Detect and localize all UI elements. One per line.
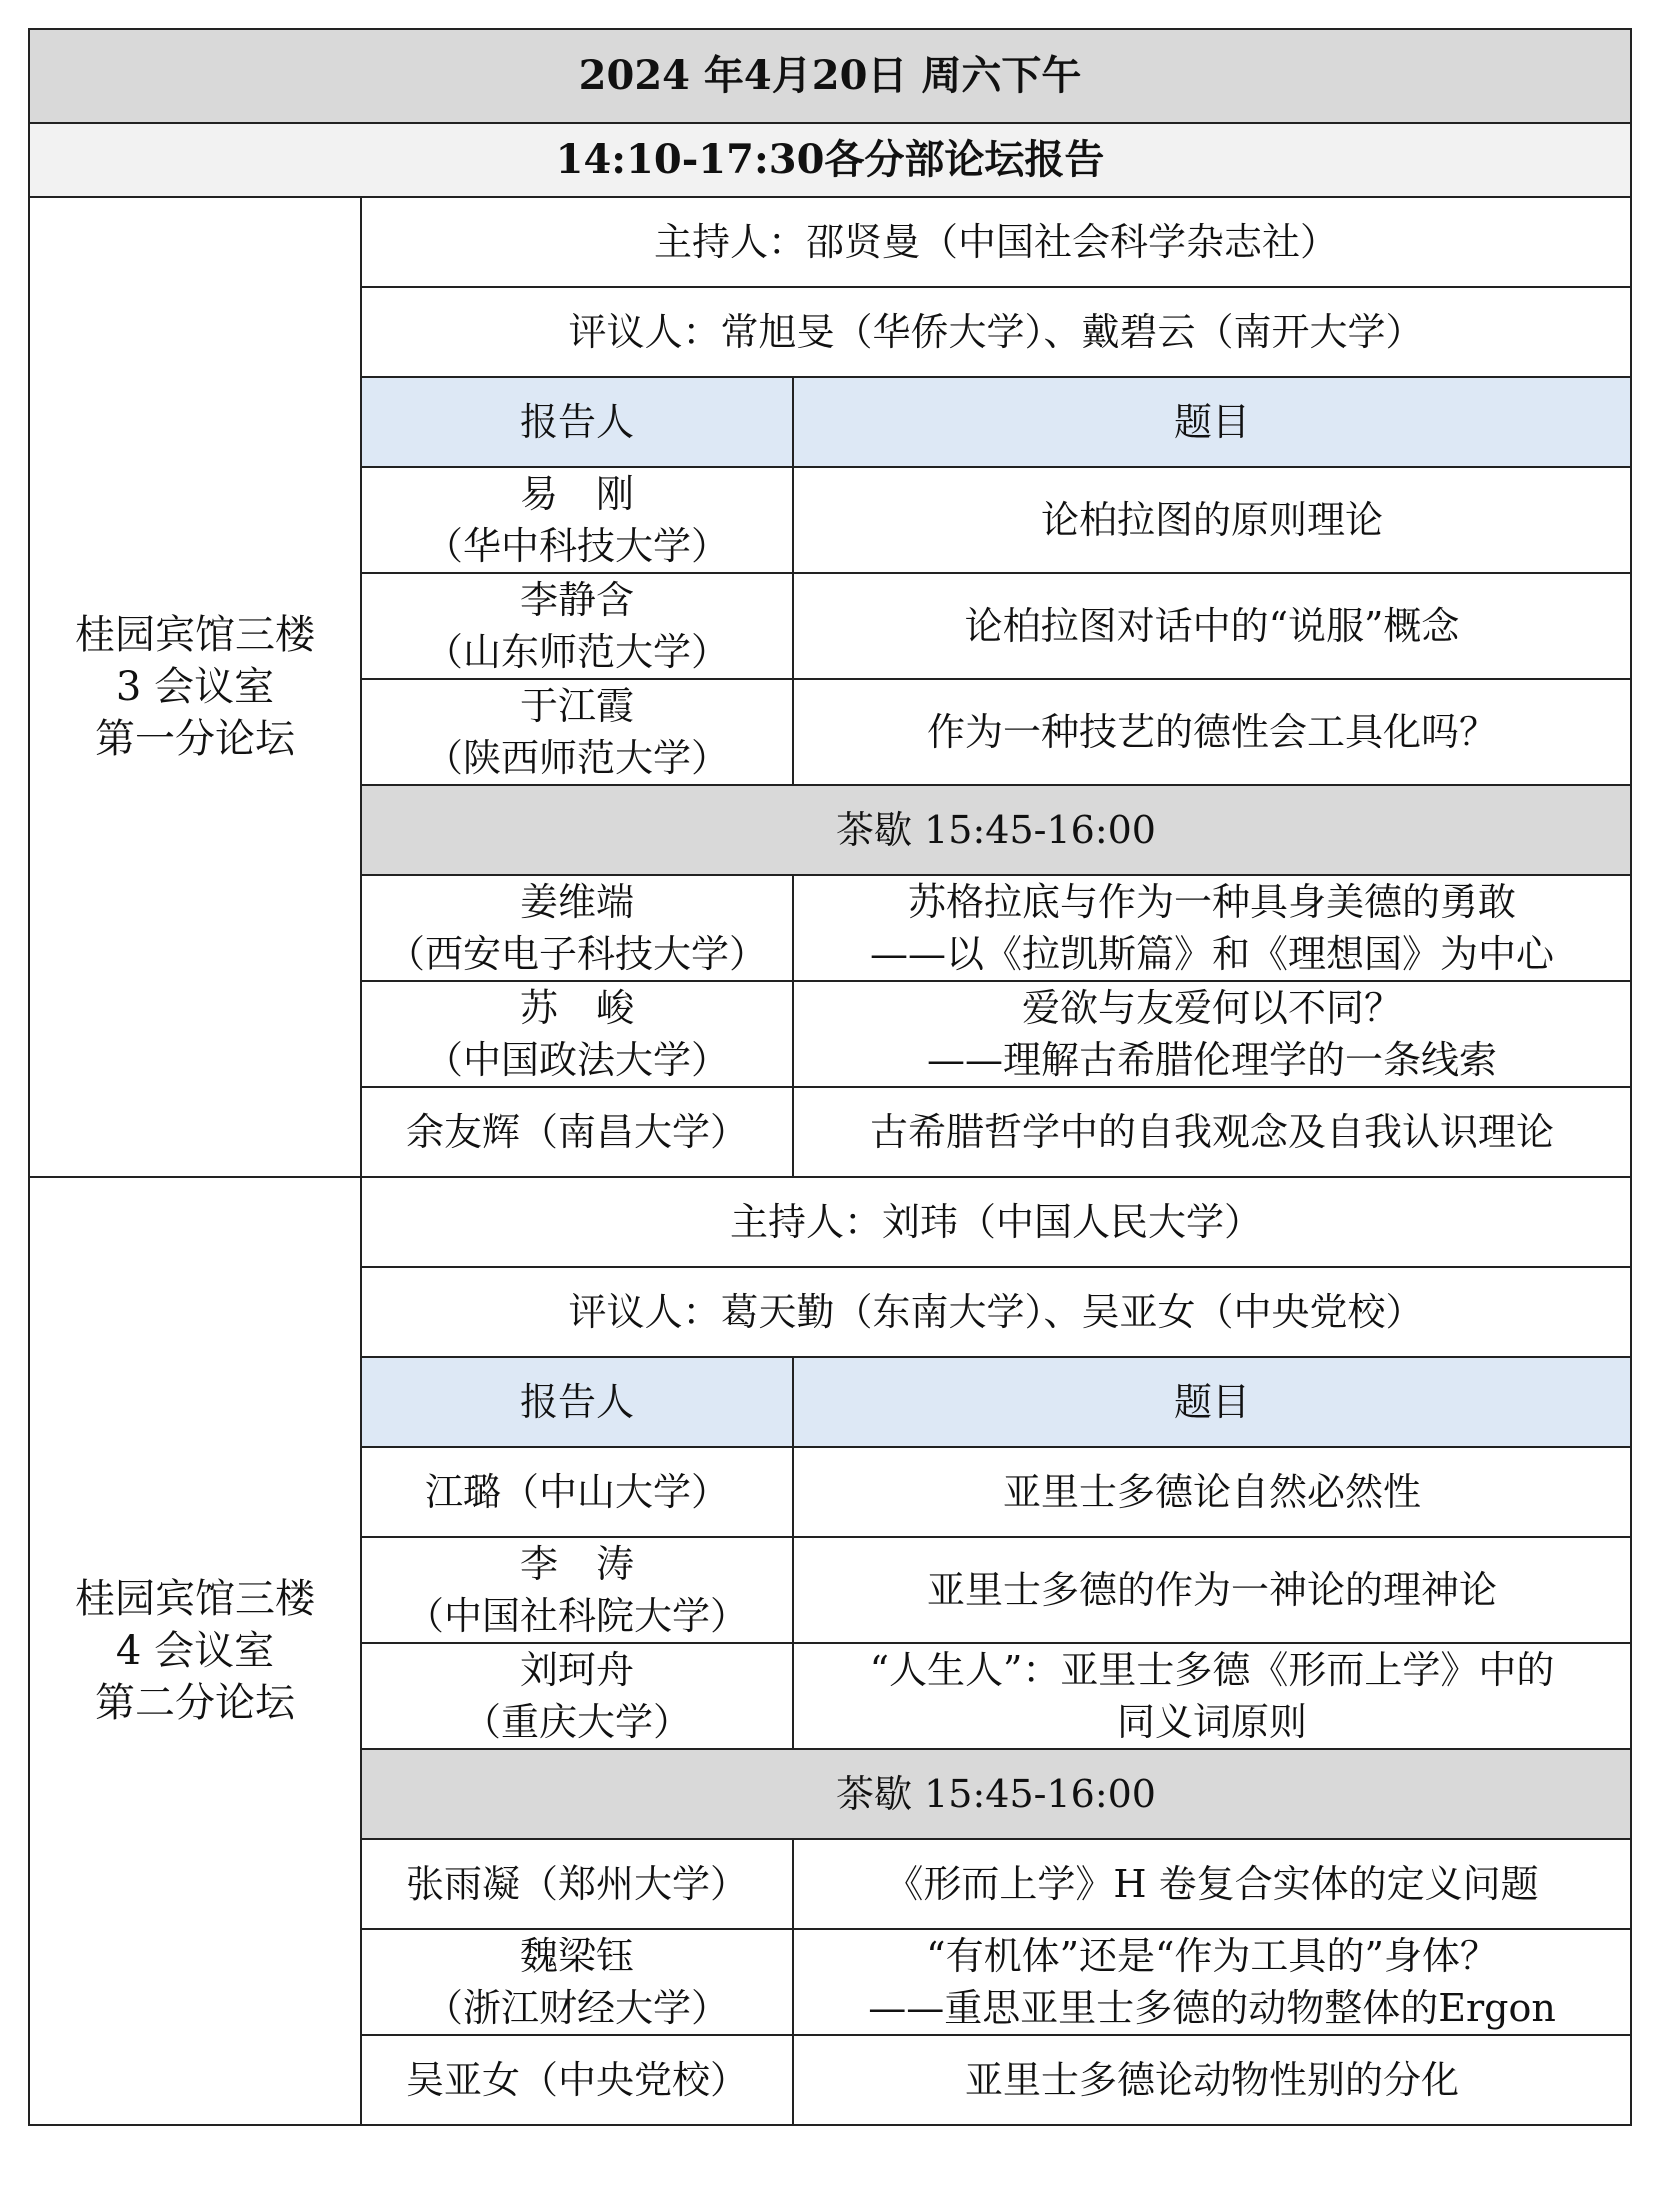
title-line: 爱欲与友爱何以不同？ [1022, 986, 1403, 1030]
presenter-line: 李静含 [519, 578, 634, 622]
presenter-line: 江璐（中山大学） [424, 1470, 729, 1514]
venue-line: 桂园宾馆三楼 [75, 612, 315, 658]
title-line: ——重思亚里士多德的动物整体的Ergon [868, 1986, 1556, 2030]
title-line: 同义词原则 [1117, 1700, 1308, 1744]
title-cell [793, 1929, 1631, 2035]
forum-venue [29, 1177, 361, 2125]
presenter-cell [361, 981, 793, 1087]
presenter-cell [361, 1447, 793, 1537]
presenter-line: （中国社科院大学） [405, 1594, 748, 1638]
date-header-row [29, 29, 1631, 123]
title-line: 作为一种技艺的德性会工具化吗？ [927, 710, 1498, 754]
presenter-line: （中国政法大学） [424, 1038, 729, 1082]
presenter-column-header: 报告人 [361, 377, 793, 467]
presenter-cell [361, 467, 793, 573]
schedule-page [28, 28, 1630, 2126]
presenter-line: 姜维端 [519, 880, 634, 924]
presenter-cell [361, 1839, 793, 1929]
presenter-line: 吴亚女（中央党校） [405, 2058, 748, 2102]
title-cell [793, 1087, 1631, 1177]
commentators: 评议人：常旭旻（华侨大学）、戴碧云（南开大学） [361, 287, 1631, 377]
presenter-line: （浙江财经大学） [424, 1986, 729, 2030]
title-cell [793, 467, 1631, 573]
presenter-cell [361, 1087, 793, 1177]
presenter-line: （华中科技大学） [424, 524, 729, 568]
title-line: 亚里士多德的作为一神论的理神论 [927, 1568, 1498, 1612]
commentators: 评议人：葛天勤（东南大学）、吴亚女（中央党校） [361, 1267, 1631, 1357]
title-line: 《形而上学》H 卷复合实体的定义问题 [885, 1862, 1539, 1906]
title-cell [793, 2035, 1631, 2125]
venue-line: 第一分论坛 [95, 716, 295, 762]
presenter-line: （西安电子科技大学） [386, 932, 767, 976]
date-header: 2024 年4月20日 周六下午 [29, 29, 1631, 123]
presenter-line: （陕西师范大学） [424, 736, 729, 780]
title-line: 亚里士多德论动物性别的分化 [965, 2058, 1460, 2102]
title-line: “人生人”：亚里士多德《形而上学》中的 [869, 1648, 1555, 1692]
title-line: ——以《拉凯斯篇》和《理想国》为中心 [870, 932, 1555, 976]
presenter-line: 余友辉（南昌大学） [405, 1110, 748, 1154]
title-line: “有机体”还是“作为工具的”身体？ [926, 1934, 1498, 1978]
tea-break: 茶歇 15:45-16:00 [361, 1749, 1631, 1839]
title-cell [793, 679, 1631, 785]
presenter-cell [361, 2035, 793, 2125]
schedule-table [28, 28, 1632, 2126]
presenter-line: 刘珂舟 [519, 1648, 634, 1692]
venue-line: 4 会议室 [115, 1628, 275, 1674]
venue-line: 3 会议室 [115, 664, 275, 710]
presenter-line: 于江霞 [519, 684, 634, 728]
title-cell [793, 573, 1631, 679]
host: 主持人：刘玮（中国人民大学） [361, 1177, 1631, 1267]
title-cell [793, 875, 1631, 981]
session-header-row [29, 123, 1631, 197]
presenter-cell [361, 875, 793, 981]
title-cell [793, 1839, 1631, 1929]
title-cell [793, 1537, 1631, 1643]
venue-line: 第二分论坛 [95, 1680, 295, 1726]
session-header: 14:10-17:30各分部论坛报告 [29, 123, 1631, 197]
presenter-line: （重庆大学） [462, 1700, 691, 1744]
title-cell [793, 1447, 1631, 1537]
presenter-line: 易 刚 [519, 472, 634, 516]
title-line: 论柏拉图的原则理论 [1041, 498, 1384, 542]
presenter-line: 李 涛 [519, 1542, 634, 1586]
forum-venue [29, 197, 361, 1177]
title-cell [793, 981, 1631, 1087]
title-column-header: 题目 [793, 377, 1631, 467]
presenter-cell [361, 1643, 793, 1749]
title-line: 苏格拉底与作为一种具身美德的勇敢 [908, 880, 1517, 924]
venue-line: 桂园宾馆三楼 [75, 1576, 315, 1622]
host-row [29, 197, 1631, 287]
presenter-line: 苏 峻 [519, 986, 634, 1030]
title-line: 古希腊哲学中的自我观念及自我认识理论 [870, 1110, 1555, 1154]
title-cell [793, 1643, 1631, 1749]
presenter-line: 张雨凝（郑州大学） [405, 1862, 748, 1906]
host-row [29, 1177, 1631, 1267]
presenter-cell [361, 573, 793, 679]
presenter-cell [361, 1537, 793, 1643]
title-line: 论柏拉图对话中的“说服”概念 [964, 604, 1460, 648]
presenter-cell [361, 1929, 793, 2035]
title-line: ——理解古希腊伦理学的一条线索 [927, 1038, 1498, 1082]
title-column-header: 题目 [793, 1357, 1631, 1447]
presenter-line: 魏梁钰 [519, 1934, 634, 1978]
tea-break: 茶歇 15:45-16:00 [361, 785, 1631, 875]
host: 主持人：邵贤曼（中国社会科学杂志社） [361, 197, 1631, 287]
title-line: 亚里士多德论自然必然性 [1003, 1470, 1422, 1514]
presenter-column-header: 报告人 [361, 1357, 793, 1447]
presenter-cell [361, 679, 793, 785]
presenter-line: （山东师范大学） [424, 630, 729, 674]
